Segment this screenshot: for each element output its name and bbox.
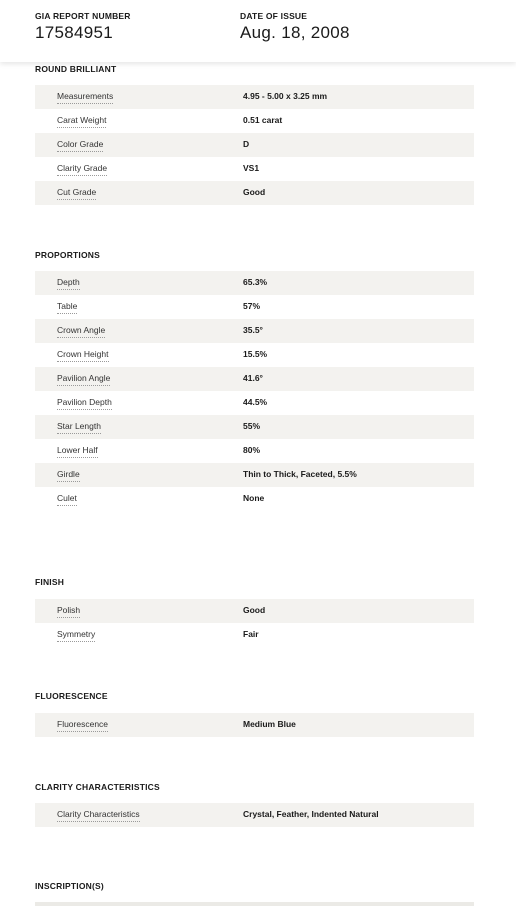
row-label[interactable]: Polish [57,605,80,618]
row-label[interactable]: Measurements [57,91,113,104]
finish-table [35,599,474,647]
row-value: 0.51 carat [243,115,283,125]
table-row [35,157,474,181]
date-of-issue-value: Aug. 18, 2008 [240,23,350,42]
row-label[interactable]: Crown Angle [57,325,105,338]
row-value: 4.95 - 5.00 x 3.25 mm [243,91,328,101]
table-row [35,85,474,109]
row-value: D [243,139,250,149]
table-row [35,367,474,391]
row-value: 15.5% [243,349,268,359]
report-number-block [35,11,131,43]
row-label[interactable]: Girdle [57,469,80,482]
row-label[interactable]: Fluorescence [57,719,108,732]
row-value: 65.3% [243,277,268,287]
table-row [35,439,474,463]
row-value: VS1 [243,163,260,173]
row-value: Thin to Thick, Faceted, 5.5% [243,469,357,479]
row-value: Good [243,187,266,197]
table-row [35,133,474,157]
row-value: Medium Blue [243,719,296,729]
row-value: 80% [243,445,261,455]
section-title-clarity-characteristics: CLARITY CHARACTERISTICS [35,782,160,792]
row-label[interactable]: Color Grade [57,139,103,152]
row-value: Crystal, Feather, Indented Natural [243,809,379,819]
date-of-issue-block [240,11,350,43]
report-header [0,0,516,62]
section-title-round-brilliant: ROUND BRILLIANT [35,64,117,74]
inscriptions-table-edge [35,902,474,906]
proportions-table [35,271,474,511]
row-value: 35.5° [243,325,263,335]
fluorescence-table [35,713,474,737]
clarity-characteristics-table [35,803,474,827]
row-value: Good [243,605,266,615]
table-row [35,271,474,295]
report-number-value: 17584951 [35,23,114,42]
row-label[interactable]: Carat Weight [57,115,106,128]
table-row [35,713,474,737]
table-row [35,295,474,319]
section-title-finish: FINISH [35,577,65,587]
row-label[interactable]: Culet [57,493,77,506]
table-row [35,415,474,439]
row-value: 41.6° [243,373,263,383]
row-label[interactable]: Pavilion Depth [57,397,112,410]
round-brilliant-table [35,85,474,205]
row-label[interactable]: Pavilion Angle [57,373,110,386]
table-row [35,181,474,205]
row-value: 44.5% [243,397,268,407]
row-label[interactable]: Table [57,301,77,314]
row-value: 57% [243,301,261,311]
row-value: Fair [243,629,259,639]
row-label[interactable]: Star Length [57,421,101,434]
report-number-label: GIA REPORT NUMBER [35,11,131,21]
row-label[interactable]: Symmetry [57,629,95,642]
table-row [35,391,474,415]
row-label[interactable]: Lower Half [57,445,98,458]
table-row [35,623,474,647]
table-row [35,803,474,827]
row-value: None [243,493,265,503]
table-row [35,463,474,487]
row-label[interactable]: Crown Height [57,349,109,362]
table-row [35,319,474,343]
section-title-inscriptions: INSCRIPTION(S) [35,881,104,891]
row-label[interactable]: Clarity Grade [57,163,107,176]
row-label[interactable]: Clarity Characteristics [57,809,140,822]
row-value: 55% [243,421,261,431]
section-title-fluorescence: FLUORESCENCE [35,691,108,701]
row-label[interactable]: Depth [57,277,80,290]
table-row [35,599,474,623]
table-row [35,109,474,133]
row-label[interactable]: Cut Grade [57,187,96,200]
table-row [35,487,474,511]
table-row [35,343,474,367]
date-of-issue-label: DATE OF ISSUE [240,11,308,21]
section-title-proportions: PROPORTIONS [35,250,101,260]
